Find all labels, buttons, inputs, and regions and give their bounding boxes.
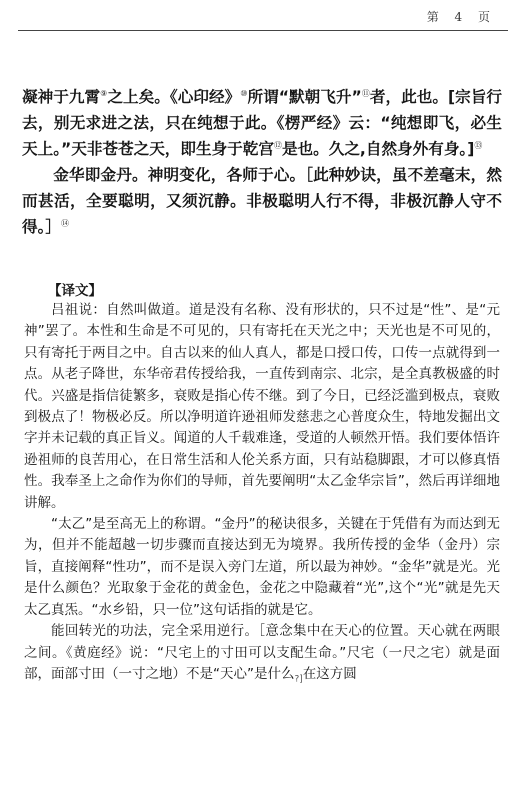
- footnote-marker: ⑪: [361, 88, 370, 98]
- text-span: 是也。久之,自然身外有身。]: [281, 140, 475, 158]
- text-span: 凝神于九霄: [22, 88, 101, 106]
- footnote-marker: ⑨: [100, 88, 108, 98]
- text-span: 能回转光的功法，完全采用逆行。［意念集中在天心的位置。天心就在两眼之间。《黄庭经》说：“尺宅上的寸田可以支配生命。”尺宅（一尺之宅）就是面部，面部寸田（一寸之地）不是“天心”是什么: [24, 623, 500, 682]
- text-span: 者，此也。[宗旨行去，别无求进之法，只在纯想于此。《楞严经》云：“纯想即飞，必生天上。”天非苍苍之天，即生身于乾宫: [22, 88, 503, 158]
- text-span: 之上矣。《心印经》: [107, 88, 241, 106]
- text-span: 金华即金丹。神明变化，各师于心。［此种妙诀，虽不差毫末，然而甚活，全要聪明，又须沉静。非极聪明人行不得，非极沉静人守不得。］: [22, 166, 502, 236]
- text-span: 在这方圆: [302, 665, 357, 682]
- footnote-marker: ⑭: [60, 218, 69, 228]
- translation-paragraph: 吕祖说：自然叫做道。道是没有名称、没有形状的，只不过是“性”、是“元神”罢了。本性和生命是不可见的，只有寄托在天光之中；天光也是不可见的，只有寄托于两目之中。自古以来的仙人真人，都是口授口传，口传一点就得到一点。从老子降世，东华帝君传授给我，一直传到南宗、北宗，是全真教极盛的时代。兴盛是指信徒繁多，衰败是指心传不继。到了今日，已经泛滥到极点，衰败到极点了！物极必反。所以净明道许逊祖师发慈悲之心普度众生，特地发掘出文字并未记载的真正旨义。闻道的人千载难逢，受道的人顿然开悟。我们要体悟许逊祖师的良苦用心，在日常生活和人伦关系方面，只有站稳脚跟，才可以修真悟性。我奉圣上之命作为你们的导师，首先要阐明“太乙金华宗旨”，然后再详细地讲解。: [24, 302, 500, 511]
- original-paragraph: [22, 162, 502, 240]
- page-number: 第 4 页: [426, 10, 496, 24]
- footnote-marker: ⑫: [273, 140, 282, 150]
- translation-heading: 【译文】: [48, 283, 102, 299]
- original-paragraph: [22, 84, 502, 162]
- translation-paragraph: “太乙”是至高无上的称谓。“金丹”的秘诀很多，关键在于凭借有为而达到无为，但并不能超越一切步骤而直接达到无为境界。我所传授的金华（金丹）宗旨，直接阐释“性功”，而不是误入旁门左道，所以最为神妙。“金华”就是光。光是什么颜色？光取象于金花的黄金色，金花之中隐藏着“光”,这个“光”就是先天太乙真炁。“水乡铅，只一位”这句话指的就是它。: [24, 516, 500, 618]
- footnote-marker: ⑬: [474, 140, 483, 150]
- footnote-marker: ⑩: [240, 88, 248, 98]
- translation-paragraph: [24, 621, 500, 691]
- translation-text: [24, 300, 500, 691]
- unknown-glyph-mark: ?]: [294, 674, 303, 685]
- text-span: 所谓“默朝飞升”: [247, 88, 362, 106]
- original-text: [22, 84, 502, 240]
- page-header: [18, 0, 508, 31]
